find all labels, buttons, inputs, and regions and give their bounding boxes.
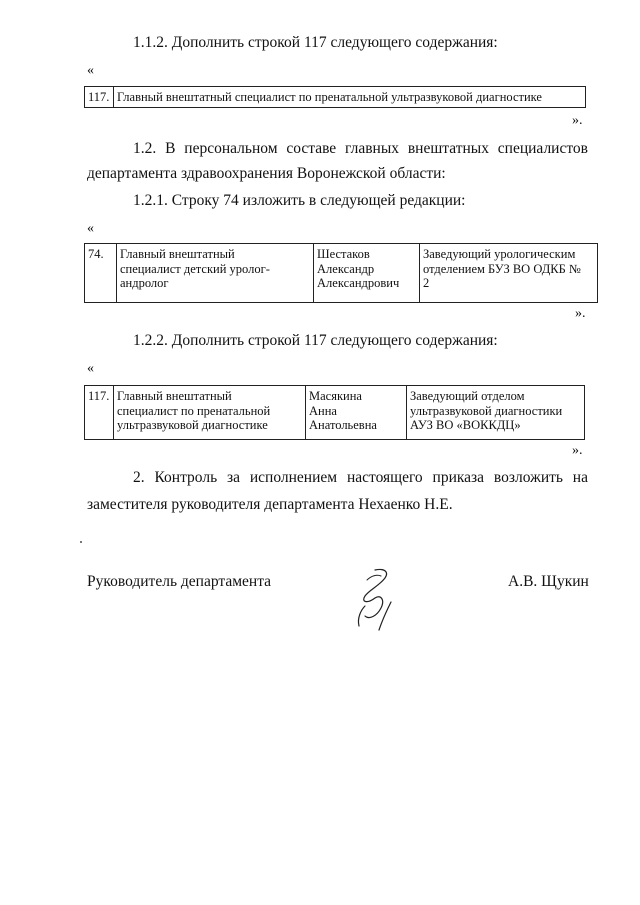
row-person-name (306, 386, 407, 440)
name-line: Масякина (309, 389, 362, 403)
row-title: Главный внештатный специалист по пренатальной ультразвуковой диагностике (114, 87, 586, 108)
table-row-74 (84, 243, 598, 303)
open-quote: « (87, 361, 94, 376)
position-line: АУЗ ВО «ВОККДЦ» (410, 418, 521, 432)
close-quote: ». (575, 306, 586, 321)
position-line: Заведующий урологическим (423, 247, 576, 261)
section-1-2-line1: 1.2. В персональном составе главных внештатных специалистов (133, 140, 588, 157)
row-position (420, 244, 598, 303)
section-1-2-1-heading: 1.2.1. Строку 74 изложить в следующей редакции: (133, 192, 466, 209)
name-line: Александрович (317, 276, 400, 290)
table-row-117-single (84, 86, 586, 108)
row-number: 117. (85, 386, 114, 440)
signature-role: Руководитель департамента (87, 573, 272, 590)
position-line: Заведующий отделом (410, 389, 525, 403)
row-person-name (314, 244, 420, 303)
name-line: Анна (309, 403, 337, 418)
handwritten-signature (345, 566, 405, 632)
section-1-1-2-heading: 1.1.2. Дополнить строкой 117 следующего содержания: (133, 34, 498, 51)
section-1-2-line2: департамента здравоохранения Воронежской области: (87, 165, 446, 182)
row-position (407, 386, 585, 440)
title-line: Главный внештатный (120, 247, 235, 261)
close-quote: ». (572, 113, 583, 128)
section-2-line2: заместителя руководителя департамента Нехаенко Н.Е. (87, 496, 453, 513)
row-number: 74. (85, 244, 117, 303)
close-quote: ». (572, 443, 583, 458)
signature-name: А.В. Щукин (508, 573, 589, 590)
position-line: 2 (423, 276, 430, 290)
section-1-2-2-heading: 1.2.2. Дополнить строкой 117 следующего содержания: (133, 332, 498, 349)
open-quote: « (87, 221, 94, 236)
name-line: Шестаков (317, 247, 370, 261)
title-line: андролог (120, 276, 169, 290)
row-number: 117. (85, 87, 114, 108)
name-line: Александр (317, 261, 375, 276)
row-title (117, 244, 314, 303)
row-title (114, 386, 306, 440)
open-quote: « (87, 63, 94, 78)
title-line: специалист детский уролог- (120, 261, 270, 276)
name-line: Анатольевна (309, 418, 377, 432)
stray-dot (80, 541, 82, 543)
title-line: специалист по пренатальной (117, 403, 271, 418)
title-line: Главный внештатный (117, 389, 232, 403)
title-line: ультразвуковой диагностике (117, 418, 268, 432)
table-row-117 (84, 385, 585, 440)
section-2-line1: 2. Контроль за исполнением настоящего приказа возложить на (133, 469, 588, 486)
position-line: отделением БУЗ ВО ОДКБ № (423, 261, 581, 276)
position-line: ультразвуковой диагностики (410, 403, 563, 418)
